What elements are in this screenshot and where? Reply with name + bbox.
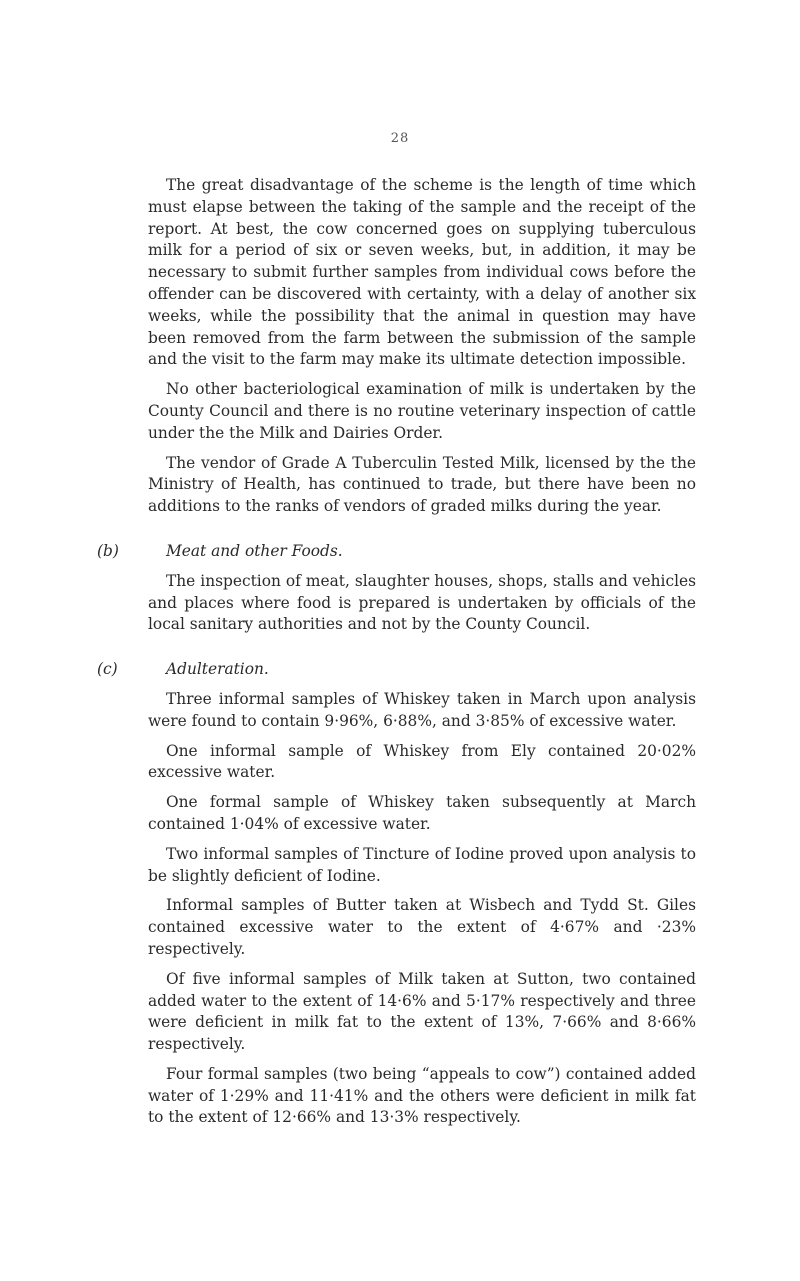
section-paragraph: Four formal samples (two being “appeals to cow”) contained added water of 1·29% and 11·41% and the others were deficient in milk fat to the extent of 12·66% and 13·3% respectively.	[148, 1064, 696, 1127]
section-heading: Adulteration.	[166, 660, 269, 679]
section-paragraph: Informal samples of Butter taken at Wisbech and Tydd St. Giles contained excessive water to the extent of 4·67% and ·23% respectively.	[148, 896, 696, 958]
section-paragraph: Of five informal samples of Milk taken at Sutton, two contained added water to the extent of 14·6% and 5·17% respectively and three were deficient in milk fat to the extent of 13%, 7·66% and 8·66% respectively.	[148, 969, 696, 1054]
intro-paragraph: The great disadvantage of the scheme is the length of time which must elapse between the taking of the sample and the receipt of the report. At best, the cow concerned goes on supplying tuberculous milk for a period of six or seven weeks, but, in addition, it may be necessary to submit further samples from individual cows before the offender can be discovered with certainty, with a delay of another six weeks, while the possibility that the animal in question may have been removed from the farm between the submission of the sample and the visit to the farm may make its ultimate detection impossible.	[148, 176, 696, 369]
section-paragraph: One formal sample of Whiskey taken subsequently at March contained 1·04% of excessive water.	[148, 793, 696, 833]
section-paragraph: One informal sample of Whiskey from Ely contained 20·02% excessive water.	[148, 741, 696, 782]
section-letter: (c)	[97, 660, 118, 679]
section-paragraph: The inspection of meat, slaughter houses, shops, stalls and vehicles and places where food is prepared is undertaken by officials of the local sanitary authorities and not by the County Council.	[148, 571, 696, 634]
section-letter: (b)	[97, 541, 119, 560]
section-paragraph: Two informal samples of Tincture of Iodine proved upon analysis to be slightly deficient of Iodine.	[148, 844, 696, 885]
section-paragraph: Three informal samples of Whiskey taken in March upon analysis were found to contain 9·96%, 6·88%, and 3·85% of excessive water.	[148, 689, 696, 730]
page-body	[97, 175, 696, 1137]
section-meat-and-other-foods	[97, 541, 696, 636]
intro-paragraph: No other bacteriological examination of milk is undertaken by the County Council and there is no routine veterinary inspection of cattle under the the Milk and Dairies Order.	[148, 380, 696, 442]
intro-paragraph: The vendor of Grade A Tuberculin Tested Milk, licensed by the the Ministry of Health, has continued to trade, but there have been no additions to the ranks of vendors of graded milks during the year.	[148, 453, 696, 516]
intro-section	[148, 175, 696, 518]
section-heading: Meat and other Foods.	[166, 541, 343, 560]
section-adulteration	[97, 659, 696, 1129]
page-number: 28	[390, 131, 410, 146]
